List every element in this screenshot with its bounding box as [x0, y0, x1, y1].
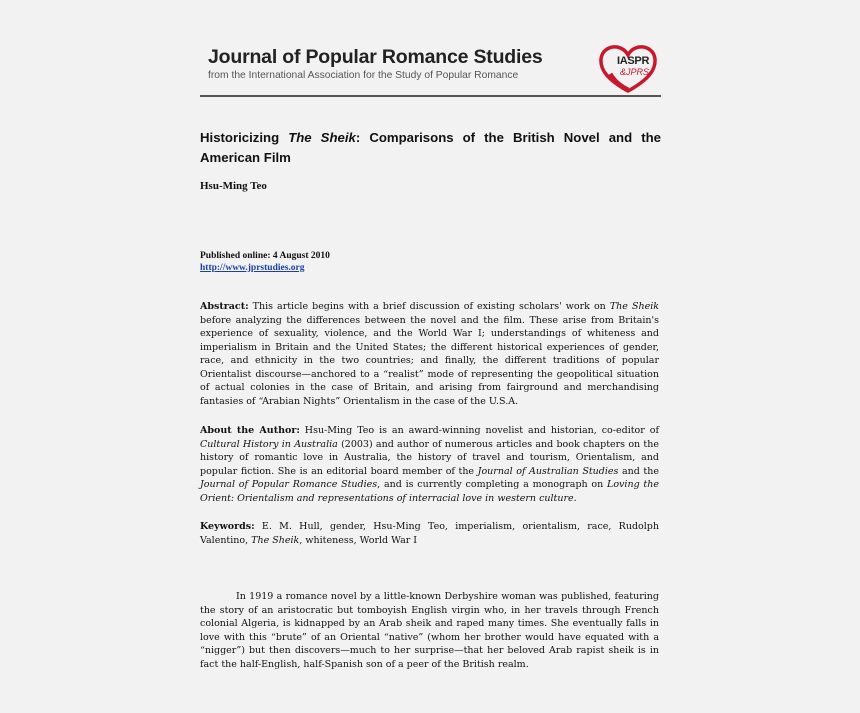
about-text: and the: [618, 465, 659, 477]
publication-info: [200, 250, 330, 274]
about-italic: Journal of Australian Studies: [477, 465, 619, 477]
abstract-italic: The Sheik: [609, 301, 659, 312]
journal-link[interactable]: http://www.jprstudies.org: [200, 263, 305, 273]
title-part: Historicizing: [200, 130, 289, 145]
about-author: [200, 424, 659, 505]
title-part: : Comparisons of the British Novel and the American Film: [200, 130, 662, 165]
article-title: [200, 128, 661, 168]
about-text: Hsu-Ming Teo is an award-winning novelist and historian, co-editor of: [299, 425, 659, 436]
title-italic: The Sheik: [288, 130, 356, 145]
journal-title: Journal of Popular Romance Studies: [208, 46, 543, 68]
keywords-text: E. M. Hull, gender, Hsu-Ming Teo, imperialism, orientalism, race, Rudolph Valentino,: [200, 521, 659, 546]
logo-text-sub: &JPRS: [620, 67, 650, 77]
journal-header: [200, 41, 661, 97]
keywords-text: , whiteness, World War I: [299, 534, 418, 546]
logo-text-main: IASPR: [617, 55, 650, 67]
body-paragraph: In 1919 a romance novel by a little-known Derbyshire woman was published, featuring the story of an aristocratic but tomboyish English virgin who, in her travels through French colonial Algeria, is kidnapped by an Arab sheik and raped many times. She eventually falls in love with this “brute” of an Oriental “native” (whom her brother would have equated with a “nigger”) but then discovers—much to her surprise—that her beloved Arab rapist sheik is in fact the half-English, half-Spanish son of a peer of the British realm.: [200, 591, 659, 670]
about-text: , and is currently completing a monograph on: [377, 479, 608, 491]
keywords: [200, 520, 659, 547]
about-italic: Journal of Popular Romance Studies: [200, 479, 378, 491]
abstract-text: before analyzing the differences between the novel and the film. These arise from Britain's experience of sexuality, violence, and the World War I; understandings of whiteness and imperialism in Britain and the United States; the different historical experiences of gender, race, and ethnicity in the two countries; and finally, the different traditions of popular Orientalist discourse—anchored to a “realist” mode of representing the geopolitical situation of actual colonies in the case of Britain, and arising from fairground and merchandising fantasies of “Arabian Nights” Orientalism in the case of the U.S.A.: [200, 314, 659, 407]
about-italic: Cultural History in Australia: [200, 438, 338, 450]
about-label: About the Author:: [200, 425, 300, 436]
abstract-text: This article begins with a brief discussion of existing scholars' work on: [248, 301, 610, 312]
about-text: .: [573, 492, 577, 504]
keywords-italic: The Sheik: [251, 534, 300, 546]
abstract-label: Abstract:: [200, 301, 249, 312]
author-name: Hsu-Ming Teo: [200, 180, 267, 192]
about-italic: Loving the Orient: Orientalism and representations of interracial love in western culture: [200, 479, 659, 504]
about-text: (2003) and author of numerous articles and book chapters on the history of romantic love in Australia, the history of travel and tourism, Orientalism, and popular fiction. She is an editorial board member of the: [200, 438, 659, 477]
journal-subtitle: from the International Association for the Study of Popular Romance: [208, 70, 519, 81]
keywords-label: Keywords:: [200, 521, 255, 532]
published-date: Published online: 4 August 2010: [200, 251, 330, 261]
abstract: [200, 300, 659, 408]
iaspr-logo: [598, 44, 658, 94]
